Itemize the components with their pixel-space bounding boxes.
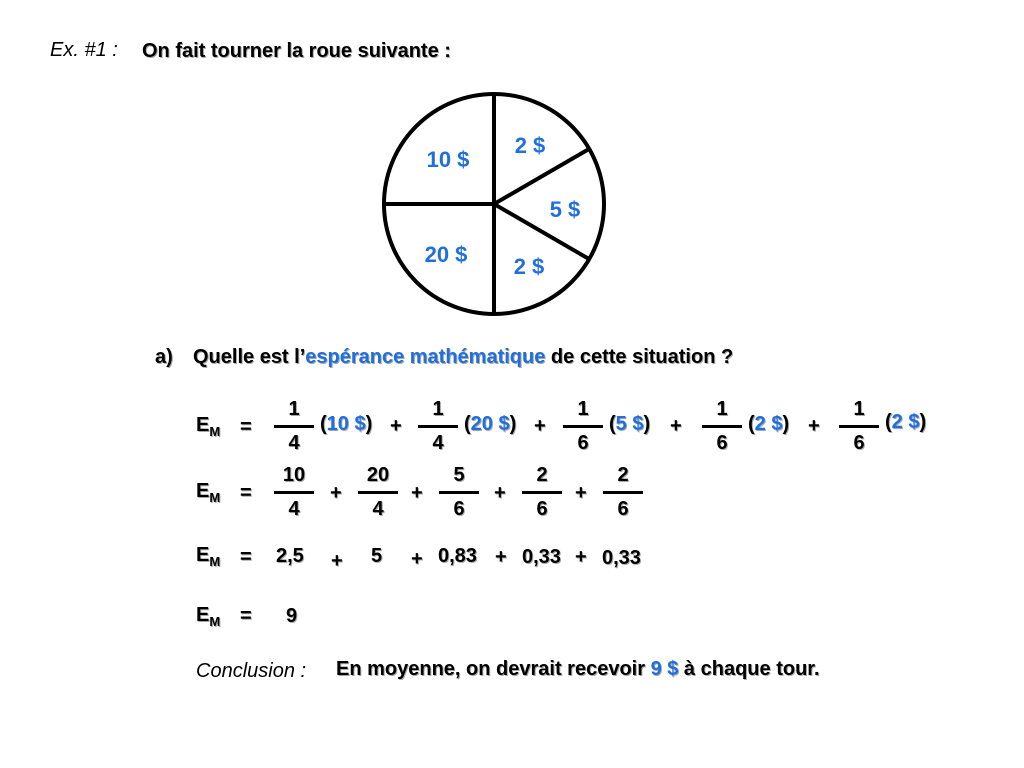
question-text-before: Quelle est l’ bbox=[193, 346, 306, 368]
question-highlight: espérance mathématique bbox=[305, 346, 546, 368]
wheel-label-10: 10 $ bbox=[426, 147, 470, 172]
fraction: 1 4 bbox=[274, 396, 314, 456]
term-value: (2 $) bbox=[748, 413, 790, 435]
fraction: 1 6 bbox=[839, 396, 879, 456]
plus-sign: + bbox=[411, 548, 423, 570]
plus-sign: + bbox=[331, 550, 343, 572]
equals-sign: = bbox=[240, 482, 252, 504]
fraction: 20 4 bbox=[358, 462, 398, 522]
conclusion-label: Conclusion : bbox=[196, 660, 307, 682]
question-a bbox=[155, 346, 733, 369]
decimal-value: 0,33 bbox=[602, 547, 641, 569]
plus-sign: + bbox=[670, 415, 682, 437]
plus-sign: + bbox=[808, 415, 820, 437]
term-value: (10 $) bbox=[320, 413, 373, 435]
question-text-after: de cette situation ? bbox=[545, 346, 734, 368]
fraction: 5 6 bbox=[439, 462, 479, 522]
term-value: (2 $) bbox=[885, 411, 927, 433]
plus-sign: + bbox=[575, 482, 587, 504]
equals-sign: = bbox=[240, 605, 252, 627]
fraction: 10 4 bbox=[274, 462, 314, 522]
decimal-value: 2,5 bbox=[276, 545, 304, 567]
em-symbol: $E_M$ bbox=[196, 604, 221, 629]
plus-sign: + bbox=[411, 482, 423, 504]
term-value: (20 $) bbox=[464, 413, 517, 435]
em-symbol: $E_M$ bbox=[196, 414, 221, 439]
wheel-label-2-bottom: 2 $ bbox=[513, 254, 545, 279]
prize-wheel bbox=[380, 92, 608, 320]
decimal-value: 0,83 bbox=[438, 545, 477, 567]
fraction: 1 6 bbox=[563, 396, 603, 456]
wheel-label-20: 20 $ bbox=[424, 242, 468, 267]
plus-sign: + bbox=[575, 546, 587, 568]
fraction: 1 4 bbox=[418, 396, 458, 456]
em-symbol: $E_M$ bbox=[196, 544, 221, 569]
conclusion-text: En moyenne, on devrait recevoir 9 $ à chaque tour. bbox=[336, 658, 820, 680]
fraction: 1 6 bbox=[702, 396, 742, 456]
conclusion-highlight: 9 $ bbox=[650, 658, 679, 680]
decimal-value: 5 bbox=[371, 545, 383, 567]
equals-sign: = bbox=[240, 546, 252, 568]
wheel-label-2-top: 2 $ bbox=[514, 133, 546, 158]
decimal-value: 0,33 bbox=[522, 546, 561, 568]
equals-sign: = bbox=[240, 416, 252, 438]
plus-sign: + bbox=[494, 482, 506, 504]
plus-sign: + bbox=[390, 415, 402, 437]
em-symbol: $E_M$ bbox=[196, 480, 221, 505]
fraction: 2 6 bbox=[522, 462, 562, 522]
question-label: a) bbox=[155, 346, 173, 368]
wheel-label-5: 5 $ bbox=[549, 197, 581, 222]
plus-sign: + bbox=[330, 482, 342, 504]
problem-statement: On fait tourner la roue suivante : bbox=[142, 40, 451, 62]
plus-sign: + bbox=[495, 546, 507, 568]
term-value: (5 $) bbox=[609, 413, 651, 435]
fraction: 2 6 bbox=[603, 462, 643, 522]
result-value: 9 bbox=[286, 605, 298, 627]
plus-sign: + bbox=[534, 415, 546, 437]
exercise-label: Ex. #1 : bbox=[50, 39, 118, 61]
